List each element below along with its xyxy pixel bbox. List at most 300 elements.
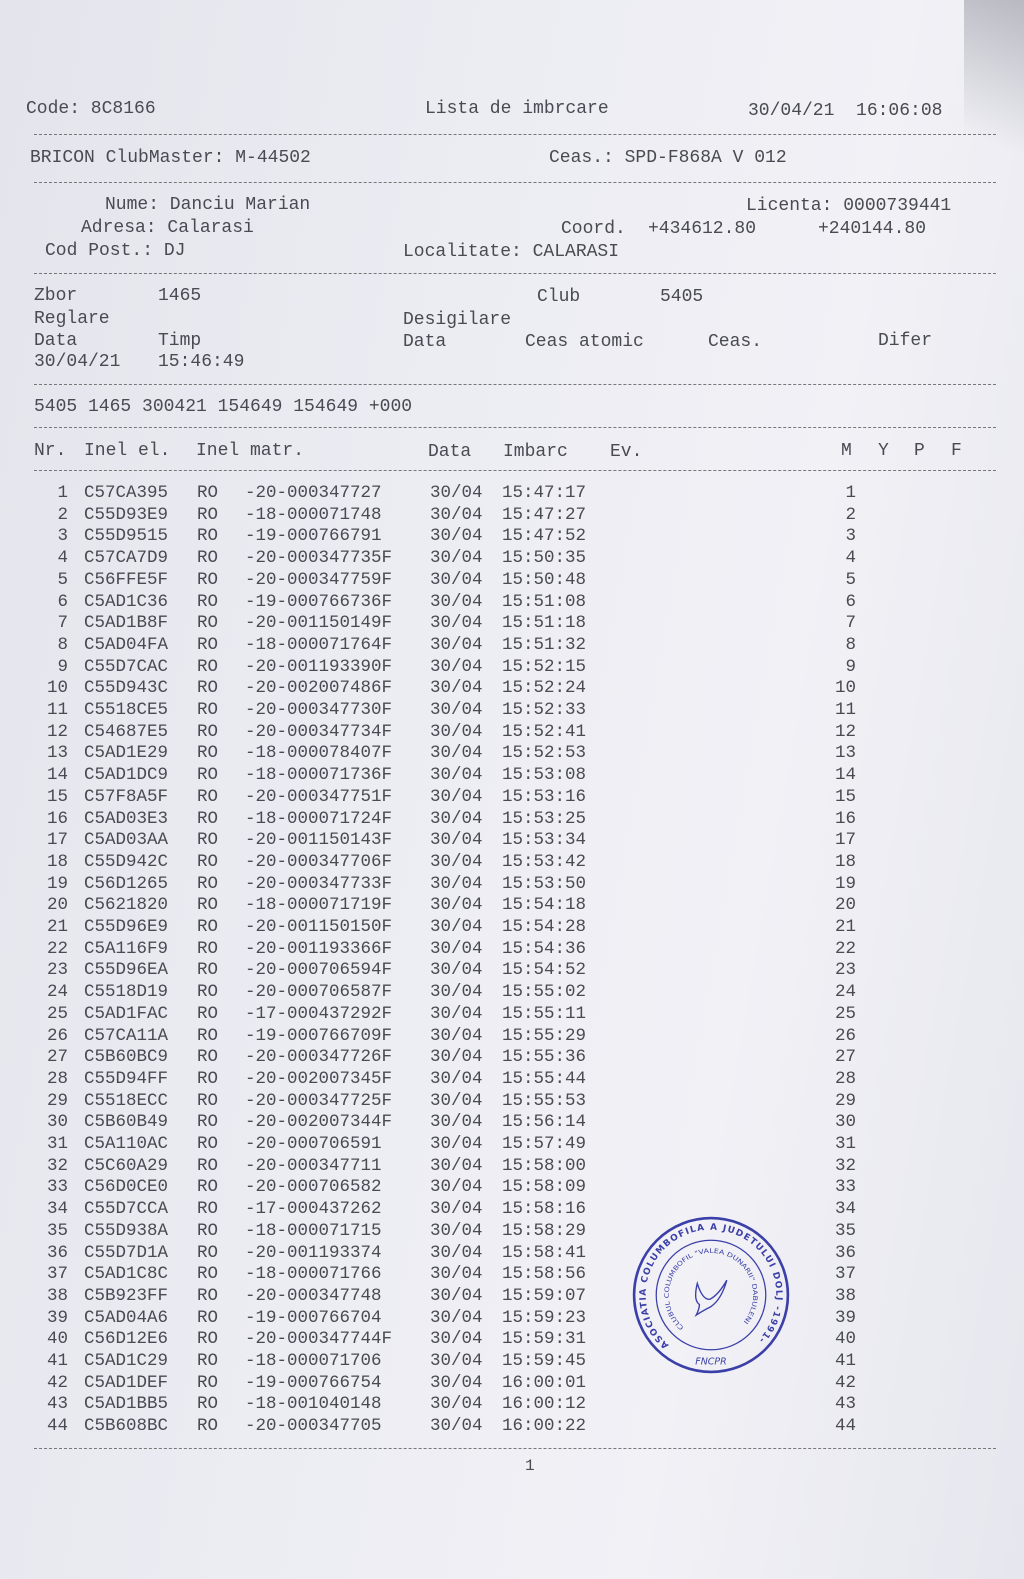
electronic-ring: C5518CE5	[84, 700, 169, 720]
ring-number: -20-000347735F	[245, 548, 393, 569]
position-m: 29	[834, 1090, 856, 1111]
arrival-date: 30/04	[430, 743, 483, 764]
table-row	[0, 1394, 900, 1415]
divider	[34, 134, 996, 135]
country-code: RO	[197, 960, 219, 981]
electronic-ring: C5A116F9	[84, 938, 169, 959]
position-m: 16	[834, 808, 856, 829]
position-m: 32	[834, 1155, 856, 1176]
desigilare-label: Desigilare	[403, 310, 512, 330]
reglare-time: 15:46:49	[158, 352, 245, 372]
row-number: 33	[46, 1177, 68, 1198]
arrival-date: 30/04	[430, 1090, 483, 1111]
ring-number: -20-000347726F	[245, 1047, 393, 1068]
page-number: 1	[525, 1457, 535, 1475]
arrival-date: 30/04	[430, 634, 483, 655]
electronic-ring: C55D94FF	[84, 1068, 169, 1089]
row-number: 16	[46, 808, 68, 829]
coord-lat: +434612.80	[648, 219, 757, 239]
country-code: RO	[197, 634, 219, 655]
arrival-date: 30/04	[430, 938, 483, 959]
country-code: RO	[197, 1264, 219, 1285]
electronic-ring: C5AD1DC9	[84, 765, 169, 786]
stamp-outer-ring	[634, 1218, 788, 1372]
arrival-date: 30/04	[430, 1372, 483, 1393]
position-m: 2	[845, 504, 856, 525]
electronic-ring: C5B923FF	[84, 1285, 169, 1306]
arrival-time: 15:59:31	[502, 1329, 587, 1350]
arrival-time: 15:47:17	[502, 483, 587, 503]
position-m: 1	[845, 483, 856, 503]
arrival-time: 15:47:27	[502, 504, 587, 525]
ring-number: -20-000706594F	[245, 960, 393, 981]
row-number: 22	[46, 938, 68, 959]
ring-number: -20-000347706F	[245, 851, 393, 872]
position-m: 14	[834, 765, 856, 786]
locality: Localitate: CALARASI	[403, 242, 620, 262]
arrival-date: 30/04	[430, 591, 483, 612]
country-code: RO	[197, 1199, 219, 1220]
position-m: 8	[845, 634, 856, 655]
table-row	[0, 722, 900, 743]
divider	[34, 273, 996, 274]
table-row	[0, 809, 900, 830]
position-m: 37	[834, 1264, 856, 1285]
row-number: 35	[46, 1220, 68, 1241]
arrival-time: 15:52:15	[502, 656, 587, 677]
position-m: 10	[834, 678, 856, 699]
position-m: 13	[834, 743, 856, 764]
country-code: RO	[197, 808, 219, 829]
arrival-date: 30/04	[430, 721, 483, 742]
ring-number: -20-000347705	[245, 1416, 382, 1437]
position-m: 4	[845, 548, 856, 569]
row-number: 19	[46, 873, 68, 894]
table-row	[0, 592, 900, 613]
ring-number: -20-000347727	[245, 483, 382, 503]
table-row	[0, 613, 900, 634]
row-number: 18	[46, 851, 68, 872]
arrival-date: 30/04	[430, 1351, 483, 1371]
stamp-inner-ring	[656, 1240, 766, 1350]
row-number: 31	[46, 1134, 68, 1154]
position-m: 15	[834, 786, 856, 807]
country-code: RO	[197, 656, 219, 677]
ring-number: -20-000347711	[245, 1155, 382, 1176]
position-m: 35	[834, 1220, 856, 1241]
row-number: 27	[46, 1047, 68, 1068]
position-m: 11	[834, 700, 856, 720]
electronic-ring: C5AD03E3	[84, 808, 169, 829]
table-row	[0, 570, 900, 591]
col-y: Y	[878, 441, 889, 461]
electronic-ring: C5AD1C29	[84, 1351, 169, 1371]
arrival-date: 30/04	[430, 613, 483, 634]
club-value: 5405	[660, 287, 704, 307]
table-row	[0, 635, 900, 656]
row-number: 15	[46, 786, 68, 807]
arrival-date: 30/04	[430, 526, 483, 547]
electronic-ring: C55D7D1A	[84, 1242, 169, 1263]
arrival-time: 15:55:02	[502, 982, 587, 1003]
position-m: 18	[834, 851, 856, 872]
row-number: 20	[46, 895, 68, 916]
row-number: 26	[46, 1025, 68, 1046]
electronic-ring: C57CA7D9	[84, 548, 169, 569]
table-row	[0, 700, 900, 721]
ring-number: -19-000766704	[245, 1307, 382, 1328]
table-row	[0, 895, 900, 916]
position-m: 6	[845, 591, 856, 612]
ring-number: -20-000347759F	[245, 569, 393, 590]
electronic-ring: C55D7CCA	[84, 1199, 169, 1220]
arrival-date: 30/04	[430, 678, 483, 699]
arrival-date: 30/04	[430, 1199, 483, 1220]
table-row	[0, 1112, 900, 1133]
difer-label: Difer	[878, 331, 933, 351]
coord-label: Coord.	[561, 219, 626, 239]
arrival-date: 30/04	[430, 1134, 483, 1154]
arrival-date: 30/04	[430, 700, 483, 720]
position-m: 21	[834, 917, 856, 937]
electronic-ring: C55D96E9	[84, 917, 169, 937]
col-data: Data	[428, 442, 472, 462]
arrival-date: 30/04	[430, 1112, 483, 1133]
position-m: 12	[834, 721, 856, 742]
club-label: Club	[537, 287, 581, 307]
position-m: 43	[834, 1394, 856, 1415]
electronic-ring: C5621820	[84, 895, 169, 916]
arrival-time: 15:55:53	[502, 1090, 587, 1111]
table-row	[0, 765, 900, 786]
ring-number: -20-001150143F	[245, 830, 393, 851]
position-m: 44	[834, 1416, 856, 1437]
arrival-time: 15:47:52	[502, 526, 587, 547]
row-number: 12	[46, 721, 68, 742]
country-code: RO	[197, 591, 219, 612]
stamp-inner-text: CLUBUL COLUMBOFIL "VALEA DUNARII" DABULENI	[663, 1247, 759, 1331]
arrival-time: 15:53:16	[502, 786, 587, 807]
table-row	[0, 787, 900, 808]
position-m: 20	[834, 895, 856, 916]
arrival-time: 15:54:36	[502, 938, 587, 959]
position-m: 5	[845, 569, 856, 590]
ring-number: -18-000071706	[245, 1351, 382, 1371]
arrival-time: 15:55:44	[502, 1068, 587, 1089]
row-number: 30	[46, 1112, 68, 1133]
ring-number: -20-002007486F	[245, 678, 393, 699]
electronic-ring: C5A110AC	[84, 1134, 169, 1154]
data-label-2: Data	[403, 332, 447, 352]
country-code: RO	[197, 1068, 219, 1089]
row-number: 39	[46, 1307, 68, 1328]
arrival-date: 30/04	[430, 569, 483, 590]
arrival-date: 30/04	[430, 960, 483, 981]
ring-number: -20-000706591	[245, 1134, 382, 1154]
arrival-date: 30/04	[430, 808, 483, 829]
ring-number: -19-000766754	[245, 1372, 382, 1393]
arrival-time: 15:54:18	[502, 895, 587, 916]
country-code: RO	[197, 1372, 219, 1393]
arrival-date: 30/04	[430, 895, 483, 916]
pigeon-icon	[696, 1280, 727, 1315]
ring-number: -20-001150149F	[245, 613, 393, 634]
arrival-date: 30/04	[430, 1003, 483, 1024]
arrival-time: 15:59:23	[502, 1307, 587, 1328]
zbor-label: Zbor	[34, 286, 78, 306]
position-m: 41	[834, 1351, 856, 1371]
country-code: RO	[197, 569, 219, 590]
country-code: RO	[197, 504, 219, 525]
arrival-date: 30/04	[430, 1025, 483, 1046]
ring-number: -18-000078407F	[245, 743, 393, 764]
position-m: 9	[845, 656, 856, 677]
ring-number: -18-000071715	[245, 1220, 382, 1241]
table-row	[0, 1134, 900, 1155]
row-number: 11	[46, 700, 68, 720]
row-number: 23	[46, 960, 68, 981]
ring-number: -20-000347730F	[245, 700, 393, 720]
row-number: 43	[46, 1394, 68, 1415]
electronic-ring: C5AD1C8C	[84, 1264, 169, 1285]
position-m: 34	[834, 1199, 856, 1220]
table-row	[0, 526, 900, 547]
row-number: 29	[46, 1090, 68, 1111]
divider	[34, 470, 996, 471]
arrival-time: 15:55:36	[502, 1047, 587, 1068]
arrival-date: 30/04	[430, 1155, 483, 1176]
country-code: RO	[197, 1351, 219, 1371]
country-code: RO	[197, 1242, 219, 1263]
country-code: RO	[197, 700, 219, 720]
ring-number: -20-000347748	[245, 1285, 382, 1306]
arrival-date: 30/04	[430, 1242, 483, 1263]
country-code: RO	[197, 1220, 219, 1241]
row-number: 1	[57, 483, 68, 503]
timp-label: Timp	[158, 331, 202, 351]
country-code: RO	[197, 1155, 219, 1176]
row-number: 7	[57, 613, 68, 634]
row-number: 36	[46, 1242, 68, 1263]
arrival-time: 15:51:18	[502, 613, 587, 634]
row-number: 42	[46, 1372, 68, 1393]
coord-lon: +240144.80	[818, 219, 927, 239]
svg-text:ASOCIATIA COLUMBOFILA A JUDETU	[639, 1223, 784, 1351]
col-inel-el: Inel el.	[84, 441, 171, 461]
col-nr: Nr.	[34, 441, 67, 461]
row-number: 28	[46, 1068, 68, 1089]
arrival-date: 30/04	[430, 1307, 483, 1328]
ring-number: -18-000071766	[245, 1264, 382, 1285]
arrival-time: 15:52:33	[502, 700, 587, 720]
electronic-ring: C5AD1BB5	[84, 1394, 169, 1415]
col-m: M	[841, 441, 852, 461]
divider	[34, 427, 996, 428]
electronic-ring: C5B60B49	[84, 1112, 169, 1133]
arrival-date: 30/04	[430, 982, 483, 1003]
position-m: 36	[834, 1242, 856, 1263]
arrival-date: 30/04	[430, 548, 483, 569]
arrival-time: 15:59:45	[502, 1351, 587, 1371]
col-p: P	[914, 441, 925, 461]
arrival-date: 30/04	[430, 1329, 483, 1350]
table-row	[0, 1047, 900, 1068]
country-code: RO	[197, 483, 219, 503]
position-m: 7	[845, 613, 856, 634]
arrival-date: 30/04	[430, 1264, 483, 1285]
ring-number: -20-000347725F	[245, 1090, 393, 1111]
electronic-ring: C55D96EA	[84, 960, 169, 981]
ring-number: -18-000071748	[245, 504, 382, 525]
arrival-date: 30/04	[430, 483, 483, 503]
arrival-date: 30/04	[430, 1177, 483, 1198]
arrival-time: 15:59:07	[502, 1285, 587, 1306]
table-row	[0, 1091, 900, 1112]
col-inel-matr: Inel matr.	[196, 441, 305, 461]
document-title: Lista de imbrcare	[425, 99, 609, 119]
electronic-ring: C5B608BC	[84, 1416, 169, 1437]
electronic-ring: C57CA395	[84, 483, 169, 503]
table-row	[0, 1004, 900, 1025]
table-row	[0, 505, 900, 526]
arrival-time: 15:50:48	[502, 569, 587, 590]
arrival-date: 30/04	[430, 765, 483, 786]
country-code: RO	[197, 982, 219, 1003]
table-row	[0, 548, 900, 569]
row-number: 41	[46, 1351, 68, 1371]
document-code: Code: 8C8166	[26, 99, 156, 119]
ring-number: -20-002007344F	[245, 1112, 393, 1133]
table-row	[0, 1373, 900, 1394]
country-code: RO	[197, 1394, 219, 1415]
position-m: 40	[834, 1329, 856, 1350]
table-row	[0, 678, 900, 699]
ring-number: -20-002007345F	[245, 1068, 393, 1089]
country-code: RO	[197, 1416, 219, 1437]
arrival-time: 15:51:08	[502, 591, 587, 612]
country-code: RO	[197, 743, 219, 764]
reglare-date: 30/04/21	[34, 352, 121, 372]
country-code: RO	[197, 1003, 219, 1024]
owner-address: Adresa: Calarasi	[81, 218, 254, 238]
arrival-time: 15:55:11	[502, 1003, 587, 1024]
electronic-ring: C54687E5	[84, 721, 169, 742]
electronic-ring: C5C60A29	[84, 1155, 169, 1176]
row-number: 8	[57, 634, 68, 655]
country-code: RO	[197, 1025, 219, 1046]
electronic-ring: C57F8A5F	[84, 786, 169, 807]
country-code: RO	[197, 1112, 219, 1133]
row-number: 10	[46, 678, 68, 699]
arrival-time: 15:53:34	[502, 830, 587, 851]
country-code: RO	[197, 895, 219, 916]
row-number: 38	[46, 1285, 68, 1306]
country-code: RO	[197, 765, 219, 786]
arrival-date: 30/04	[430, 1416, 483, 1437]
country-code: RO	[197, 1090, 219, 1111]
country-code: RO	[197, 678, 219, 699]
club-stamp	[632, 1216, 790, 1374]
position-m: 39	[834, 1307, 856, 1328]
country-code: RO	[197, 1047, 219, 1068]
position-m: 28	[834, 1068, 856, 1089]
arrival-time: 15:55:29	[502, 1025, 587, 1046]
zbor-value: 1465	[158, 286, 202, 306]
electronic-ring: C5AD1FAC	[84, 1003, 169, 1024]
arrival-time: 15:52:24	[502, 678, 587, 699]
arrival-date: 30/04	[430, 1220, 483, 1241]
stamp-bottom-text: FNCPR	[695, 1356, 727, 1368]
arrival-date: 30/04	[430, 1068, 483, 1089]
position-m: 33	[834, 1177, 856, 1198]
col-ev: Ev.	[610, 442, 643, 462]
row-number: 32	[46, 1155, 68, 1176]
row-number: 5	[57, 569, 68, 590]
electronic-ring: C5AD04FA	[84, 634, 169, 655]
ring-number: -18-000071724F	[245, 808, 393, 829]
postal-code: Cod Post.: DJ	[45, 241, 186, 261]
position-m: 19	[834, 873, 856, 894]
country-code: RO	[197, 851, 219, 872]
ring-number: -18-000071736F	[245, 765, 393, 786]
arrival-date: 30/04	[430, 504, 483, 525]
position-m: 25	[834, 1003, 856, 1024]
ring-number: -20-000706587F	[245, 982, 393, 1003]
electronic-ring: C55D9515	[84, 526, 169, 547]
arrival-date: 30/04	[430, 873, 483, 894]
electronic-ring: C56D1265	[84, 873, 169, 894]
row-number: 14	[46, 765, 68, 786]
col-imbarc: Imbarc	[503, 442, 568, 462]
electronic-ring: C56D0CE0	[84, 1177, 169, 1198]
country-code: RO	[197, 938, 219, 959]
position-m: 23	[834, 960, 856, 981]
row-number: 4	[57, 548, 68, 569]
row-number: 21	[46, 917, 68, 937]
reglare-label: Reglare	[34, 309, 110, 329]
position-m: 17	[834, 830, 856, 851]
ring-number: -20-000706582	[245, 1177, 382, 1198]
data-label: Data	[34, 331, 78, 351]
electronic-ring: C5AD04A6	[84, 1307, 169, 1328]
row-number: 3	[57, 526, 68, 547]
divider	[34, 384, 996, 385]
row-number: 9	[57, 656, 68, 677]
electronic-ring: C5AD1E29	[84, 743, 169, 764]
table-row	[0, 917, 900, 938]
electronic-ring: C55D93E9	[84, 504, 169, 525]
country-code: RO	[197, 830, 219, 851]
arrival-time: 15:52:41	[502, 721, 587, 742]
table-row	[0, 1177, 900, 1198]
country-code: RO	[197, 721, 219, 742]
summary-line: 5405 1465 300421 154649 154649 +000	[34, 397, 413, 417]
table-row	[0, 1026, 900, 1047]
table-row	[0, 1156, 900, 1177]
position-m: 26	[834, 1025, 856, 1046]
table-row	[0, 657, 900, 678]
row-number: 13	[46, 743, 68, 764]
divider	[34, 182, 996, 183]
electronic-ring: C56FFE5F	[84, 569, 169, 590]
table-row	[0, 874, 900, 895]
arrival-time: 15:58:00	[502, 1155, 587, 1176]
electronic-ring: C55D942C	[84, 851, 169, 872]
ring-number: -20-001193390F	[245, 656, 393, 677]
arrival-time: 15:58:56	[502, 1264, 587, 1285]
arrival-time: 15:58:16	[502, 1199, 587, 1220]
arrival-time: 15:53:08	[502, 765, 587, 786]
